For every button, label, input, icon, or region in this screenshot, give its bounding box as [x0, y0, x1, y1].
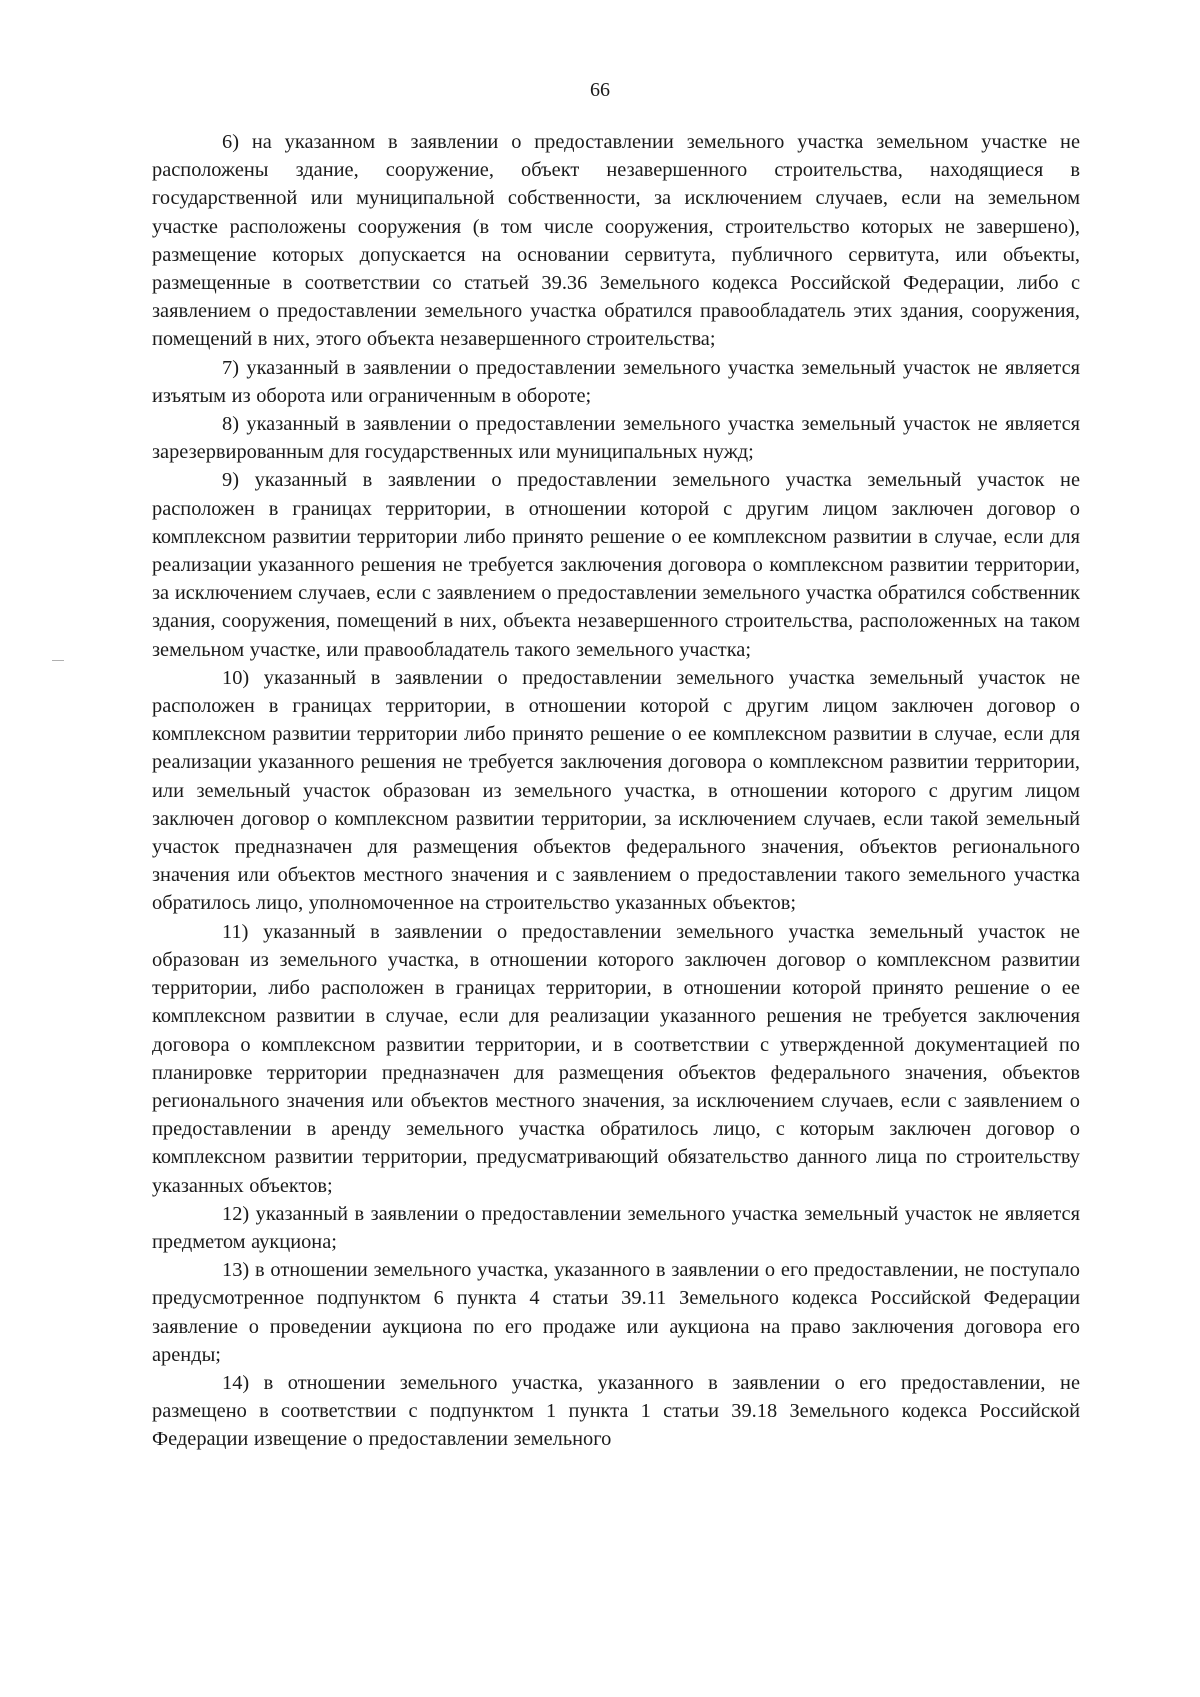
page-number: 66 [590, 79, 610, 101]
paragraph-item-13: 13) в отношении земельного участка, указанного в заявлении о его предоставлении, не поступало предусмотренное подпунктом 6 пункта 4 статьи 39.11 Земельного кодекса Российской Федерации заявление о проведении аукциона по его продаже или аукциона на право заключения договора его аренды; [152, 1259, 1080, 1366]
paragraph-item-6: 6) на указанном в заявлении о предоставлении земельного участка земельном участке не расположены здание, сооружение, объект незавершенного строительства, находящиеся в государственной или муниципальной собственности, за исключением случаев, если на земельном участке расположены сооружения (в том числе сооружения, строительство которых не завершено), размещение которых допускается на основании сервитута, публичного сервитута, или объекты, размещенные в соответствии со статьей 39.36 Земельного кодекса Российской Федерации, либо с заявлением о предоставлении земельного участка обратился правообладатель этих здания, сооружения, помещений в них, этого объекта незавершенного строительства; [152, 131, 1080, 351]
scan-margin-mark [52, 660, 64, 661]
paragraph-item-11: 11) указанный в заявлении о предоставлении земельного участка земельный участок не образован из земельного участка, в отношении которого заключен договор о комплексном развитии территории, либо расположен в границах территории, в отношении которой принято решение о ее комплексном развитии в случае, если для реализации указанного решения не требуется заключения договора о комплексном развитии территории, и в соответствии с утвержденной документацией по планировке территории предназначен для размещения объектов федерального значения, объектов регионального значения или объектов местного значения, за исключением случаев, если с заявлением о предоставлении в аренду земельного участка обратилось лицо, с которым заключен договор о комплексном развитии территории, предусматривающий обязательство данного лица по строительству указанных объектов; [152, 920, 1080, 1197]
paragraph-item-8: 8) указанный в заявлении о предоставлении земельного участка земельный участок не является зарезервированным для государственных или муниципальных нужд; [152, 413, 1080, 464]
paragraph-item-12: 12) указанный в заявлении о предоставлении земельного участка земельный участок не является предметом аукциона; [152, 1202, 1080, 1253]
paragraph-item-9: 9) указанный в заявлении о предоставлении земельного участка земельный участок не расположен в границах территории, в отношении которой с другим лицом заключен договор о комплексном развитии территории либо принято решение о ее комплексном развитии в случае, если для реализации указанного решения не требуется заключения договора о комплексном развитии территории, за исключением случаев, если с заявлением о предоставлении земельного участка обратился собственник здания, сооружения, помещений в них, объекта незавершенного строительства, расположенных на таком земельном участке, или правообладатель такого земельного участка; [152, 469, 1080, 661]
paragraph-item-10: 10) указанный в заявлении о предоставлении земельного участка земельный участок не расположен в границах территории, в отношении которой с другим лицом заключен договор о комплексном развитии территории либо принято решение о ее комплексном развитии в случае, если для реализации указанного решения не требуется заключения договора о комплексном развитии территории, или земельный участок образован из земельного участка, в отношении которого с другим лицом заключен договор о комплексном развитии территории, за исключением случаев, если такой земельный участок предназначен для размещения объектов федерального значения, объектов регионального значения или объектов местного значения и с заявлением о предоставлении такого земельного участка обратилось лицо, уполномоченное на строительство указанных объектов; [152, 666, 1080, 915]
document-body [152, 128, 1080, 1454]
paragraph-item-14: 14) в отношении земельного участка, указанного в заявлении о его предоставлении, не размещено в соответствии с подпунктом 1 пункта 1 статьи 39.18 Земельного кодекса Российской Федерации извещение о предоставлении земельного [152, 1371, 1080, 1451]
paragraph-item-7: 7) указанный в заявлении о предоставлении земельного участка земельный участок не является изъятым из оборота или ограниченным в обороте; [152, 356, 1080, 407]
